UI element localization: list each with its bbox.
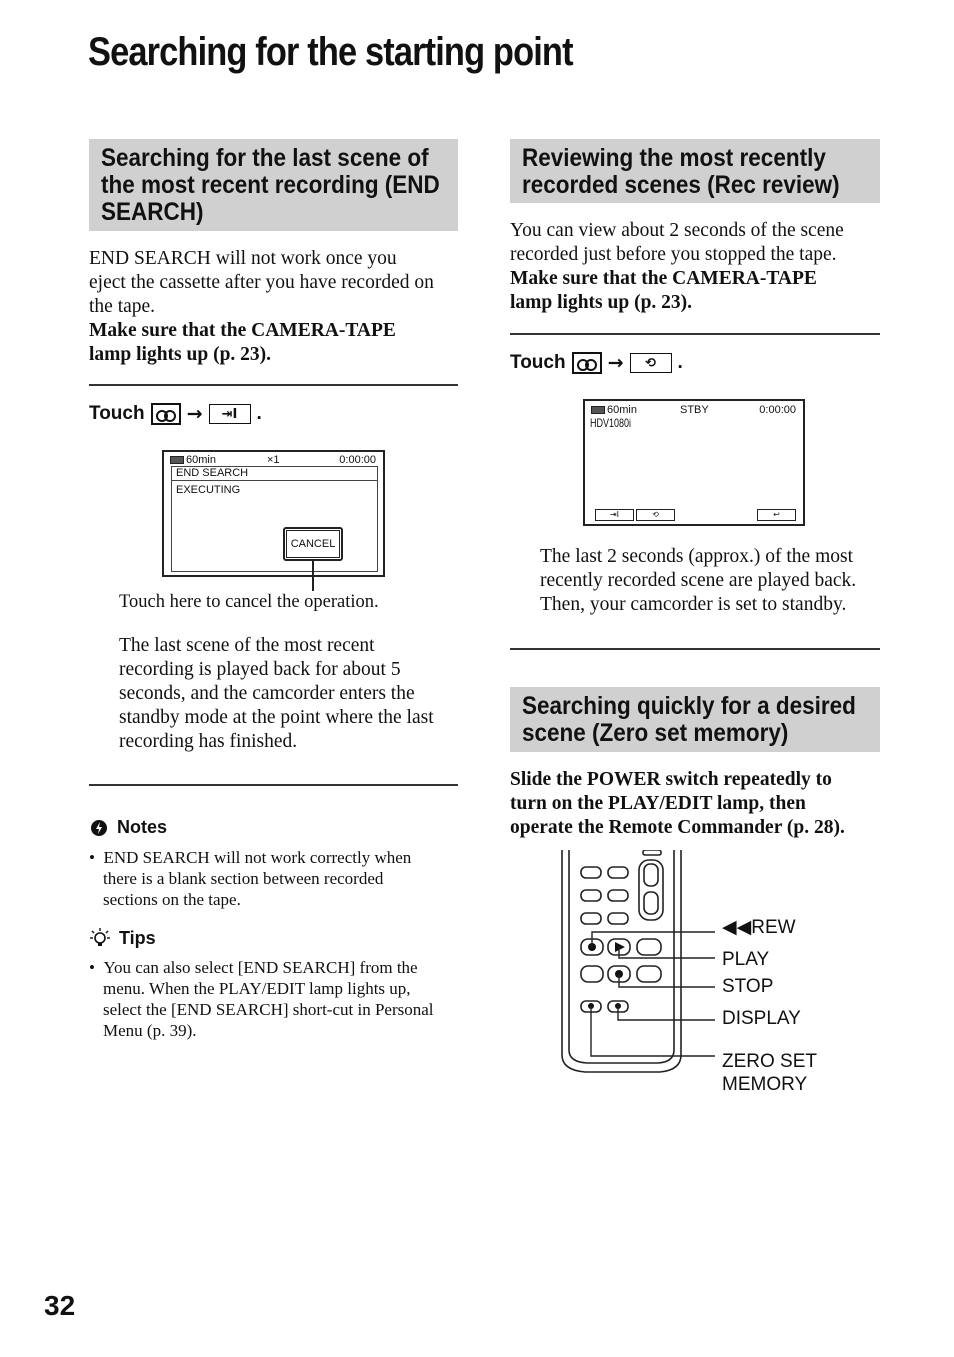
screen-caption: Touch here to cancel the operation. [119, 592, 379, 612]
stop-label: STOP [722, 976, 774, 997]
text-line: Slide the POWER switch repeatedly to [510, 769, 832, 790]
speed-readout: ×1 [267, 454, 280, 466]
text-line: lamp lights up (p. 23). [510, 292, 693, 313]
rec-review-intro [510, 219, 890, 315]
arrow-icon: → [607, 352, 624, 374]
text-line: select the [END SEARCH] short-cut in Personal [103, 1000, 434, 1019]
divider [510, 333, 880, 335]
text-line: sections on the tape. [103, 890, 241, 909]
standby-status: STBY [680, 404, 709, 416]
rew-label: ◀◀REW [722, 917, 796, 938]
divider [89, 384, 458, 386]
battery-time: 60min [607, 404, 637, 416]
text-line: recording is played back for about 5 [119, 659, 401, 680]
period: . [256, 403, 262, 424]
notes-item [89, 847, 473, 910]
text-line: The last scene of the most recent [119, 635, 375, 656]
divider [89, 784, 458, 786]
end-search-heading [89, 139, 458, 231]
play-label: PLAY [722, 949, 770, 970]
callout-line [312, 561, 314, 591]
lightbulb-icon [89, 927, 111, 949]
heading-line: Searching for the last scene of [101, 144, 429, 172]
timecode: 0:00:00 [759, 404, 796, 416]
bullet: • [89, 958, 104, 977]
text-line: standby mode at the point where the last [119, 707, 434, 728]
return-button[interactable]: ↩ [757, 509, 796, 521]
page-number: 32 [44, 1290, 76, 1321]
text-line: turn on the PLAY/EDIT lamp, then [510, 793, 806, 814]
end-search-touch-instruction [89, 403, 262, 425]
text-line: the tape. [89, 296, 156, 317]
zero-set-instruction [510, 768, 900, 840]
rec-review-result [540, 545, 900, 617]
tips-heading-label: Tips [119, 927, 156, 948]
text-line: You can also select [END SEARCH] from the [103, 958, 418, 977]
label-line: ZERO SET [722, 1051, 818, 1072]
battery-icon [591, 406, 605, 414]
display-label: DISPLAY [722, 1008, 801, 1029]
text-line: lamp lights up (p. 23). [89, 344, 272, 365]
text-line: The last 2 seconds (approx.) of the most [540, 546, 854, 567]
cassette-icon[interactable] [572, 352, 602, 374]
heading-line: SEARCH) [101, 198, 204, 226]
rec-review-touch-instruction [510, 352, 683, 374]
cancel-button-label: CANCEL [286, 530, 340, 558]
end-search-intro [89, 247, 469, 367]
text-line: You can view about 2 seconds of the scene [510, 220, 844, 241]
text-line: Make sure that the CAMERA-TAPE [510, 268, 817, 289]
dialog-title: END SEARCH [172, 467, 377, 481]
notes-heading-label: Notes [117, 817, 168, 837]
text-line: recently recorded scene are played back. [540, 570, 857, 591]
cancel-button[interactable] [283, 527, 343, 561]
text-line: recording has finished. [119, 731, 298, 752]
text-line: there is a blank section between recorded [103, 869, 384, 888]
arrow-icon: → [186, 403, 203, 425]
period: . [677, 352, 683, 373]
rec-review-button[interactable]: ⟲ [636, 509, 675, 521]
format-readout: HDV1080i [590, 416, 632, 430]
tips-item [89, 957, 478, 1041]
end-search-screen [162, 450, 385, 577]
touch-label: Touch [510, 352, 566, 373]
bullet: • [89, 848, 104, 867]
timecode: 0:00:00 [339, 454, 376, 466]
text-line: seconds, and the camcorder enters the [119, 683, 415, 704]
end-search-dialog [171, 466, 378, 572]
text-line: recorded just before you stopped the tape. [510, 244, 837, 265]
battery-indicator [591, 404, 637, 416]
rec-review-heading [510, 139, 880, 203]
end-search-icon[interactable]: ⇥I [209, 404, 251, 424]
page-title: Searching for the starting point [88, 30, 573, 74]
text-line: operate the Remote Commander (p. 28). [510, 817, 845, 838]
notes-heading [89, 817, 167, 838]
heading-line: recorded scenes (Rec review) [522, 171, 840, 199]
label-line: MEMORY [722, 1074, 808, 1095]
tips-heading [89, 927, 156, 949]
zero-set-memory-label [722, 1050, 817, 1096]
text-line: eject the cassette after you have recorded on [89, 272, 434, 293]
text-line: Menu (p. 39). [103, 1021, 197, 1040]
text-line: Then, your camcorder is set to standby. [540, 594, 847, 615]
touch-label: Touch [89, 403, 145, 424]
remote-commander-illustration [555, 850, 725, 1085]
heading-line: scene (Zero set memory) [522, 719, 789, 747]
end-search-button[interactable]: ⇥I [595, 509, 634, 521]
rec-review-screen [583, 399, 805, 526]
divider [510, 648, 880, 650]
heading-line: the most recent recording (END [101, 171, 440, 199]
text-line: menu. When the PLAY/EDIT lamp lights up, [103, 979, 411, 998]
cassette-icon[interactable] [151, 403, 181, 425]
notes-icon [89, 818, 109, 838]
heading-line: Searching quickly for a desired [522, 692, 856, 720]
rec-review-icon[interactable]: ⟲ [630, 353, 672, 373]
dialog-status: EXECUTING [176, 484, 241, 496]
text-line: END SEARCH will not work correctly when [103, 848, 412, 867]
heading-line: Reviewing the most recently [522, 144, 826, 172]
battery-time: 60min [186, 454, 216, 466]
battery-indicator [170, 454, 216, 466]
text-line: Make sure that the CAMERA-TAPE [89, 320, 396, 341]
battery-icon [170, 456, 184, 464]
end-search-result [119, 634, 469, 754]
zero-set-heading [510, 687, 880, 752]
text-line: END SEARCH will not work once you [89, 248, 397, 269]
